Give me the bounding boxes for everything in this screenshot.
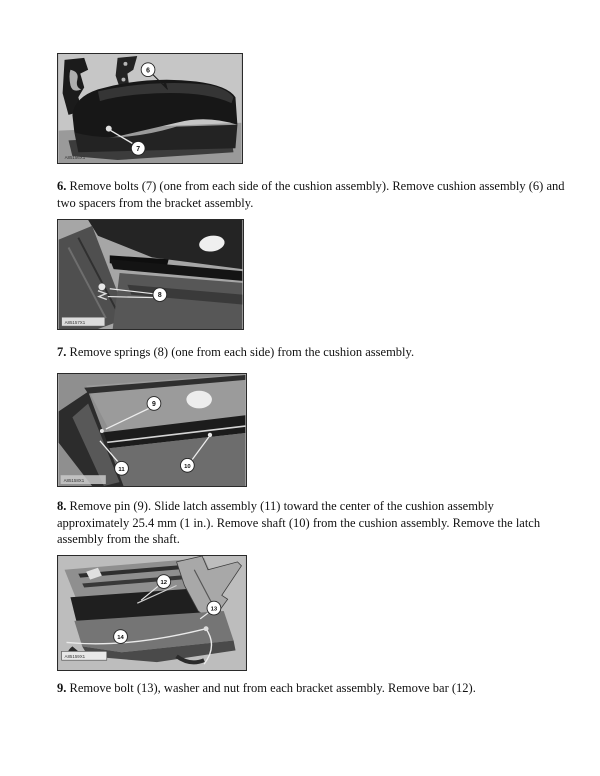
photo-id-label: A85157X1: [64, 319, 86, 325]
step-9-text: Remove bolt (13), washer and nut from each bracket assembly. Remove bar (12).: [69, 681, 476, 695]
wire-anchor: [204, 626, 209, 631]
step-7: [57, 344, 569, 361]
step-8: [57, 498, 569, 548]
step-7-text: Remove springs (8) (one from each side) from the cushion assembly.: [69, 345, 415, 359]
figure-springs: [57, 219, 244, 330]
step-7-number: 7.: [57, 345, 67, 359]
callout-10-label: 10: [184, 463, 191, 470]
bracket-hole: [122, 78, 126, 82]
step-9: [57, 680, 569, 697]
step-6-text: Remove bolts (7) (one from each side of the cushion assembly). Remove cushion assembly (6) and two spacers from the bracket assembly.: [57, 179, 565, 210]
photo-id-label: A85158X1: [63, 477, 85, 483]
step-8-text: Remove pin (9). Slide latch assembly (11) toward the center of the cushion assembly approximately 25.4 mm (1 in.). Remove shaft (10) from the cushion assembly. Remove the latch assembly from the shaft.: [57, 499, 541, 546]
bracket-hole: [123, 62, 127, 66]
photo-id-label: A85156X1: [64, 155, 86, 161]
spring-end: [98, 283, 105, 290]
callout-14-label: 14: [117, 635, 124, 642]
panel-hole: [186, 391, 212, 409]
callout-9-label: 9: [152, 401, 156, 409]
step-6-number: 6.: [57, 179, 67, 193]
callout-13-label: 13: [210, 606, 218, 613]
photo-bracket-bar: [58, 556, 246, 670]
figure-cushion-assembly: [57, 53, 243, 164]
step-9-number: 9.: [57, 681, 67, 695]
step-6: [57, 178, 569, 211]
photo-springs: [58, 220, 243, 329]
callout-6-label: 6: [146, 67, 150, 75]
photo-latch-shaft: [58, 374, 246, 486]
photo-cushion-assembly: [58, 54, 242, 163]
photo-id-label: A85159X1: [64, 654, 86, 660]
pin-9: [100, 429, 104, 433]
callout-12-label: 12: [160, 580, 168, 587]
callout-7-label: 7: [136, 145, 141, 153]
callout-8-label: 8: [157, 292, 162, 300]
figure-latch-shaft: [57, 373, 247, 487]
figure-bracket-bar: [57, 555, 247, 671]
callout-11-label: 11: [118, 466, 125, 473]
bolt-10: [208, 433, 212, 437]
step-8-number: 8.: [57, 499, 67, 513]
